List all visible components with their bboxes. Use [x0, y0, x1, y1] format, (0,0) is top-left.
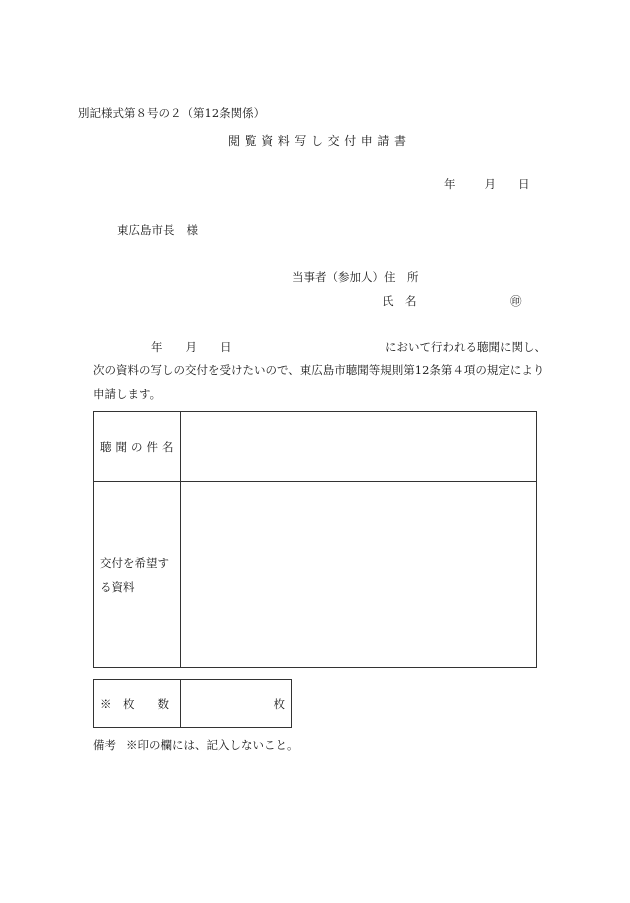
page-count-label: ※ 枚 数 — [94, 680, 181, 728]
page-count-unit: 枚 — [273, 696, 285, 711]
month-label: 月 — [484, 177, 496, 191]
seal-mark: ㊞ — [510, 294, 522, 308]
addressee — [117, 225, 198, 237]
requested-materials-row — [94, 482, 537, 668]
remarks-text: ※印の欄には、記入しないこと。 — [126, 738, 299, 752]
application-date — [444, 179, 530, 191]
hearing-subject-field[interactable] — [181, 412, 537, 482]
applicant-role: 当事者（参加人） — [292, 270, 384, 284]
year-label: 年 — [444, 177, 456, 191]
hearing-date-blank: 年 月 日 — [151, 340, 232, 354]
page-count-field[interactable] — [181, 680, 292, 728]
body-text-line2: 次の資料の写しの交付を受けたいので、東広島市聴聞等規則第12条第４項の規定により — [93, 363, 545, 377]
day-label: 日 — [518, 177, 530, 191]
body-text-line3: 申請します。 — [93, 387, 162, 401]
addressee-name: 東広島市長 — [117, 223, 175, 237]
body-text-line1: において行われる聴聞に関し、 — [385, 340, 546, 354]
hearing-subject-label: 聴聞の件名 — [94, 412, 181, 482]
applicant-address-row — [292, 272, 419, 284]
remarks — [93, 740, 299, 752]
applicant-name-label: 氏 名 — [382, 294, 417, 308]
request-table — [93, 411, 537, 668]
form-identifier: 別記様式第８号の２（第12条関係） — [78, 106, 266, 120]
requested-materials-field[interactable] — [181, 482, 537, 668]
page-count-box — [93, 679, 292, 728]
remarks-label: 備考 — [93, 738, 116, 752]
addressee-honorific: 様 — [186, 223, 198, 237]
requested-materials-label: 交付を希望する資料 — [94, 482, 181, 668]
document-title: 閲覧資料写し交付申請書 — [228, 134, 411, 148]
hearing-subject-row — [94, 412, 537, 482]
address-label: 住 所 — [384, 270, 419, 284]
